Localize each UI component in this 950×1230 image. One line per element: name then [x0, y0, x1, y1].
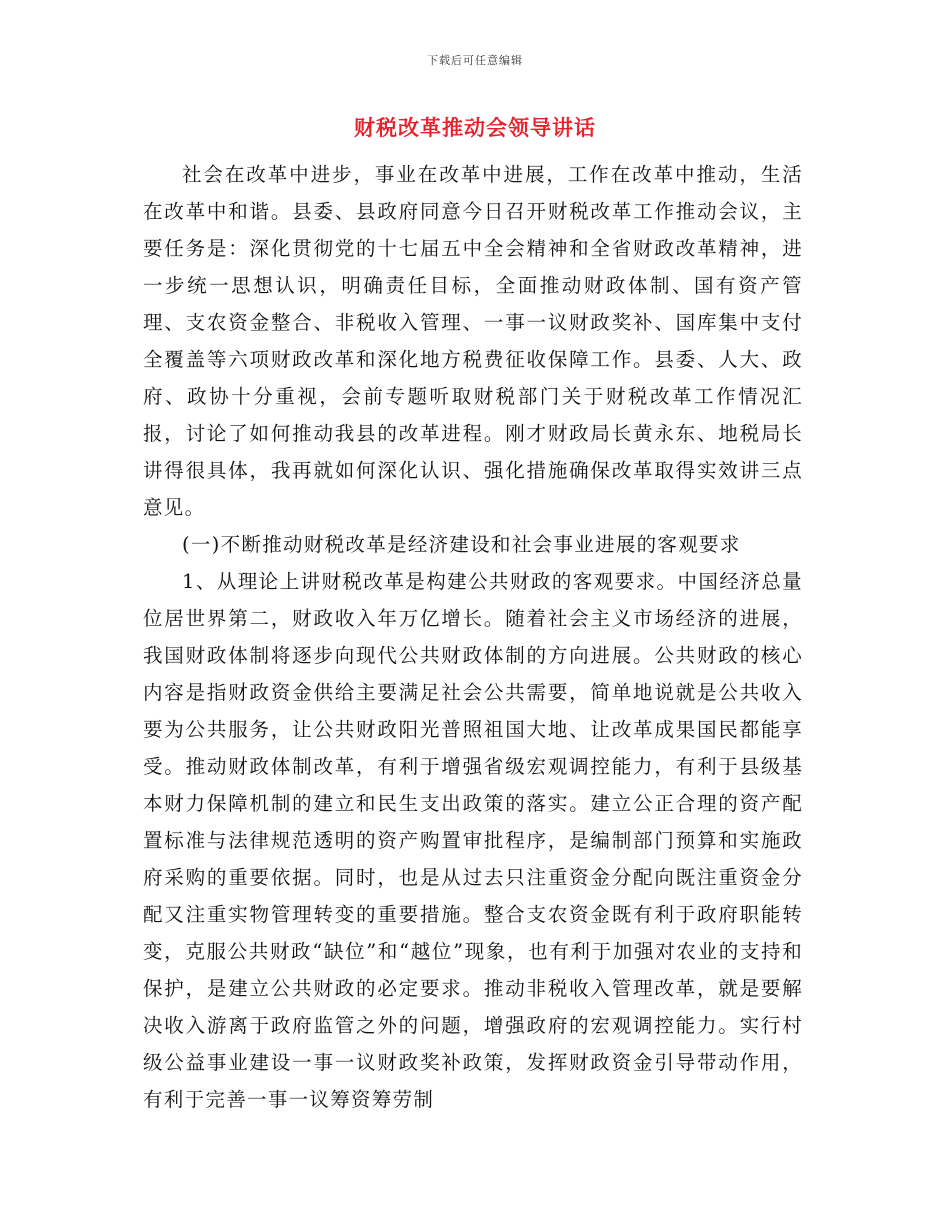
paragraph-point-1: 1、从理论上讲财税改革是构建公共财政的客观要求。中国经济总量位居世界第二，财政收入年万亿增长。随着社会主义市场经济的进展，我国财政体制将逐步向现代公共财政体制的方向进展。公共财政的核心内容是指财政资金供给主要满足社会公共需要，简单地说就是公共收入要为公共服务，让公共财政阳光普照祖国大地、让改革成果国民都能享受。推动财政体制改革，有利于增强省级宏观调控能力，有利于县级基本财力保障机制的建立和民生支出政策的落实。建立公正合理的资产配置标准与法律规范透明的资产购置审批程序，是编制部门预算和实施政府采购的重要依据。同时，也是从过去只注重资金分配向既注重资金分配又注重实物管理转变的重要措施。整合支农资金既有利于政府职能转变，克服公共财政“缺位”和“越位”现象，也有利于加强对农业的支持和保护，是建立公共财政的必定要求。推动非税收入管理改革，就是要解决收入游离于政府监管之外的问题，增强政府的宏观调控能力。实行村级公益事业建设一事一议财政奖补政策，发挥财政资金引导带动作用，有利于完善一事一议筹资筹劳制 [143, 570, 803, 1111]
header-note: 下载后可任意编辑 [427, 54, 523, 67]
document-body [143, 156, 803, 1118]
document-title: 财税改革推动会领导讲话 [354, 115, 596, 140]
paragraph-section-heading: (一)不断推动财税改革是经济建设和社会事业进展的客观要求 [182, 533, 741, 556]
paragraph-intro: 社会在改革中进步，事业在改革中进展，工作在改革中推动，生活在改革中和谐。县委、县政府同意今日召开财税改革工作推动会议，主要任务是：深化贯彻党的十七届五中全会精神和全省财政改革精神，进一步统一思想认识，明确责任目标，全面推动财政体制、国有资产管理、支农资金整合、非税收入管理、一事一议财政奖补、国库集中支付全覆盖等六项财政改革和深化地方税费征收保障工作。县委、人大、政府、政协十分重视，会前专题听取财税部门关于财税改革工作情况汇报，讨论了如何推动我县的改革进程。刚才财政局长黄永东、地税局长 讲得很具体，我再就如何深化认识、强化措施确保改革取得实效讲三点意见。 [143, 163, 803, 519]
